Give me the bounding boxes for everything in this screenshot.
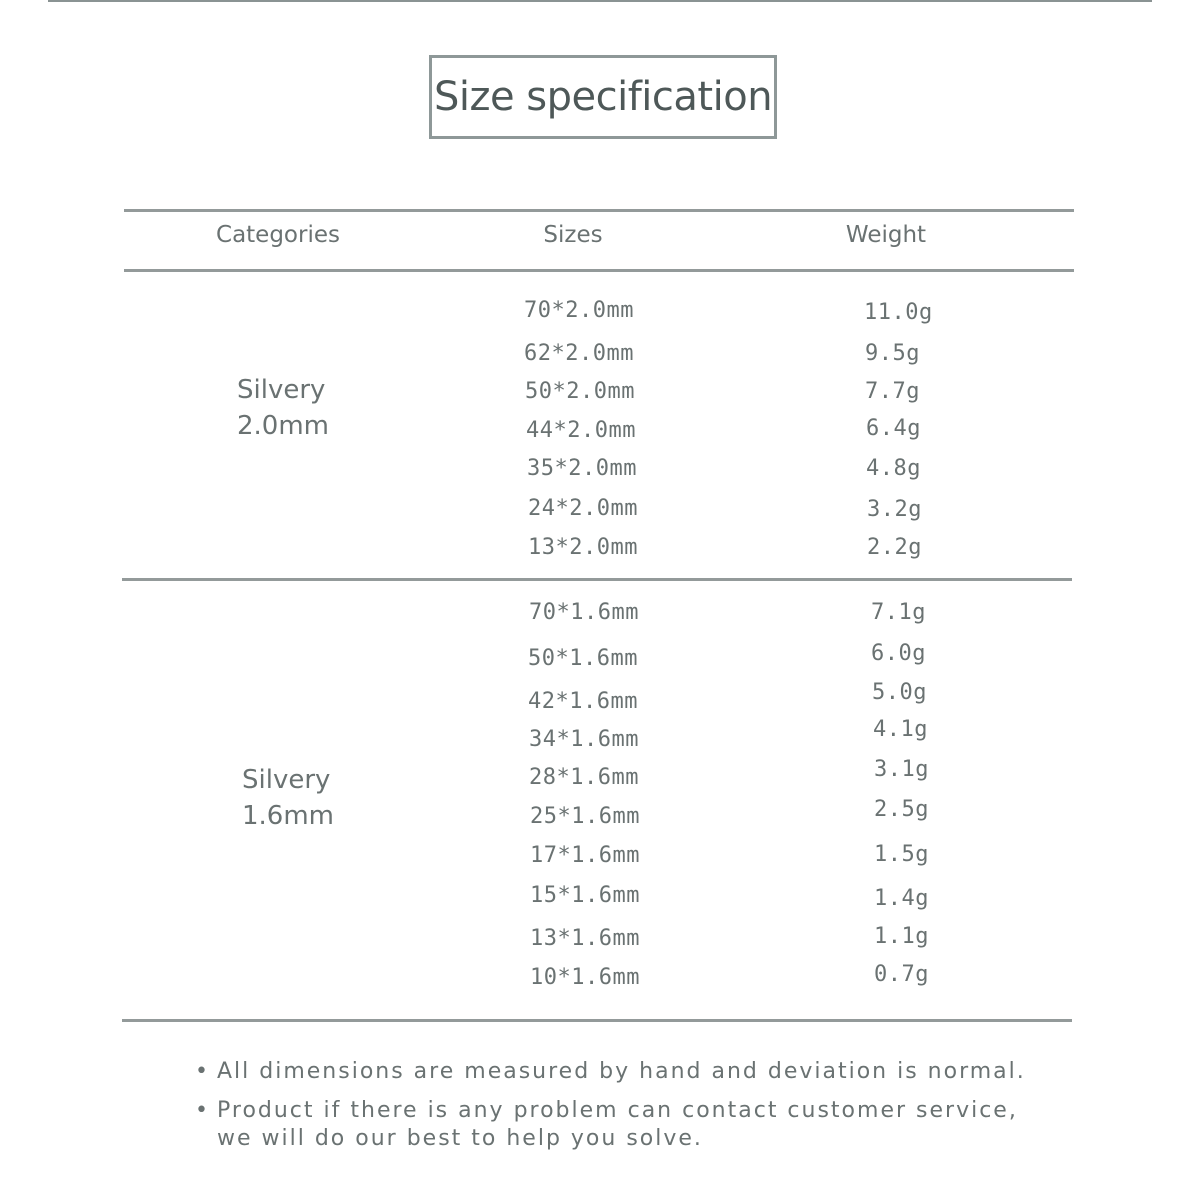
header-bottom-rule bbox=[124, 269, 1074, 272]
size-cell: 70*2.0mm bbox=[524, 298, 634, 323]
size-cell: 13*2.0mm bbox=[528, 535, 638, 560]
weight-cell: 1.4g bbox=[874, 886, 929, 911]
size-cell: 35*2.0mm bbox=[527, 456, 637, 481]
weight-cell: 2.2g bbox=[867, 535, 922, 560]
weight-cell: 4.8g bbox=[866, 456, 921, 481]
size-cell: 62*2.0mm bbox=[524, 341, 634, 366]
category-gauge: 2.0mm bbox=[237, 411, 330, 441]
weight-cell: 6.4g bbox=[866, 416, 921, 441]
size-cell: 13*1.6mm bbox=[530, 926, 640, 951]
category-name: Silvery bbox=[237, 375, 326, 405]
weight-cell: 1.1g bbox=[874, 924, 929, 949]
header-categories: Categories bbox=[216, 222, 340, 248]
category-silvery-2mm bbox=[237, 372, 329, 444]
category-gauge: 1.6mm bbox=[242, 801, 335, 831]
group-divider-rule bbox=[122, 578, 1072, 581]
note-text: we will do our best to help you solve. bbox=[217, 1126, 703, 1151]
size-cell: 34*1.6mm bbox=[529, 727, 639, 752]
note-text: Product if there is any problem can contact customer service, bbox=[217, 1098, 1018, 1123]
weight-cell: 3.1g bbox=[874, 757, 929, 782]
page-title: Size specification bbox=[433, 74, 773, 120]
note-text: All dimensions are measured by hand and deviation is normal. bbox=[217, 1059, 1026, 1084]
size-cell: 15*1.6mm bbox=[530, 883, 640, 908]
size-cell: 25*1.6mm bbox=[530, 804, 640, 829]
weight-cell: 2.5g bbox=[874, 797, 929, 822]
weight-cell: 9.5g bbox=[865, 341, 920, 366]
category-silvery-1-6mm bbox=[242, 762, 334, 834]
size-cell: 70*1.6mm bbox=[529, 600, 639, 625]
size-cell: 28*1.6mm bbox=[529, 765, 639, 790]
size-cell: 44*2.0mm bbox=[526, 418, 636, 443]
header-weight: Weight bbox=[845, 222, 927, 248]
weight-cell: 0.7g bbox=[874, 962, 929, 987]
weight-cell: 7.1g bbox=[871, 600, 926, 625]
top-divider bbox=[48, 0, 1152, 2]
size-cell: 24*2.0mm bbox=[528, 496, 638, 521]
weight-cell: 4.1g bbox=[873, 717, 928, 742]
header-sizes: Sizes bbox=[543, 222, 603, 248]
category-name: Silvery bbox=[242, 765, 331, 795]
notes-section bbox=[195, 1058, 1055, 1164]
weight-cell: 6.0g bbox=[871, 641, 926, 666]
bullet-icon: • bbox=[195, 1098, 210, 1123]
size-cell: 10*1.6mm bbox=[530, 965, 640, 990]
size-cell: 42*1.6mm bbox=[528, 689, 638, 714]
table-bottom-rule bbox=[122, 1019, 1072, 1022]
weight-cell: 5.0g bbox=[872, 680, 927, 705]
note-item bbox=[195, 1097, 1055, 1153]
title-box bbox=[429, 55, 777, 139]
bullet-icon: • bbox=[195, 1059, 210, 1084]
weight-cell: 7.7g bbox=[865, 379, 920, 404]
weight-cell: 1.5g bbox=[874, 842, 929, 867]
size-cell: 50*1.6mm bbox=[528, 646, 638, 671]
weight-cell: 11.0g bbox=[864, 300, 933, 325]
weight-cell: 3.2g bbox=[867, 497, 922, 522]
size-cell: 50*2.0mm bbox=[525, 379, 635, 404]
table-top-rule bbox=[124, 209, 1074, 212]
note-item bbox=[195, 1058, 1055, 1086]
size-cell: 17*1.6mm bbox=[530, 843, 640, 868]
